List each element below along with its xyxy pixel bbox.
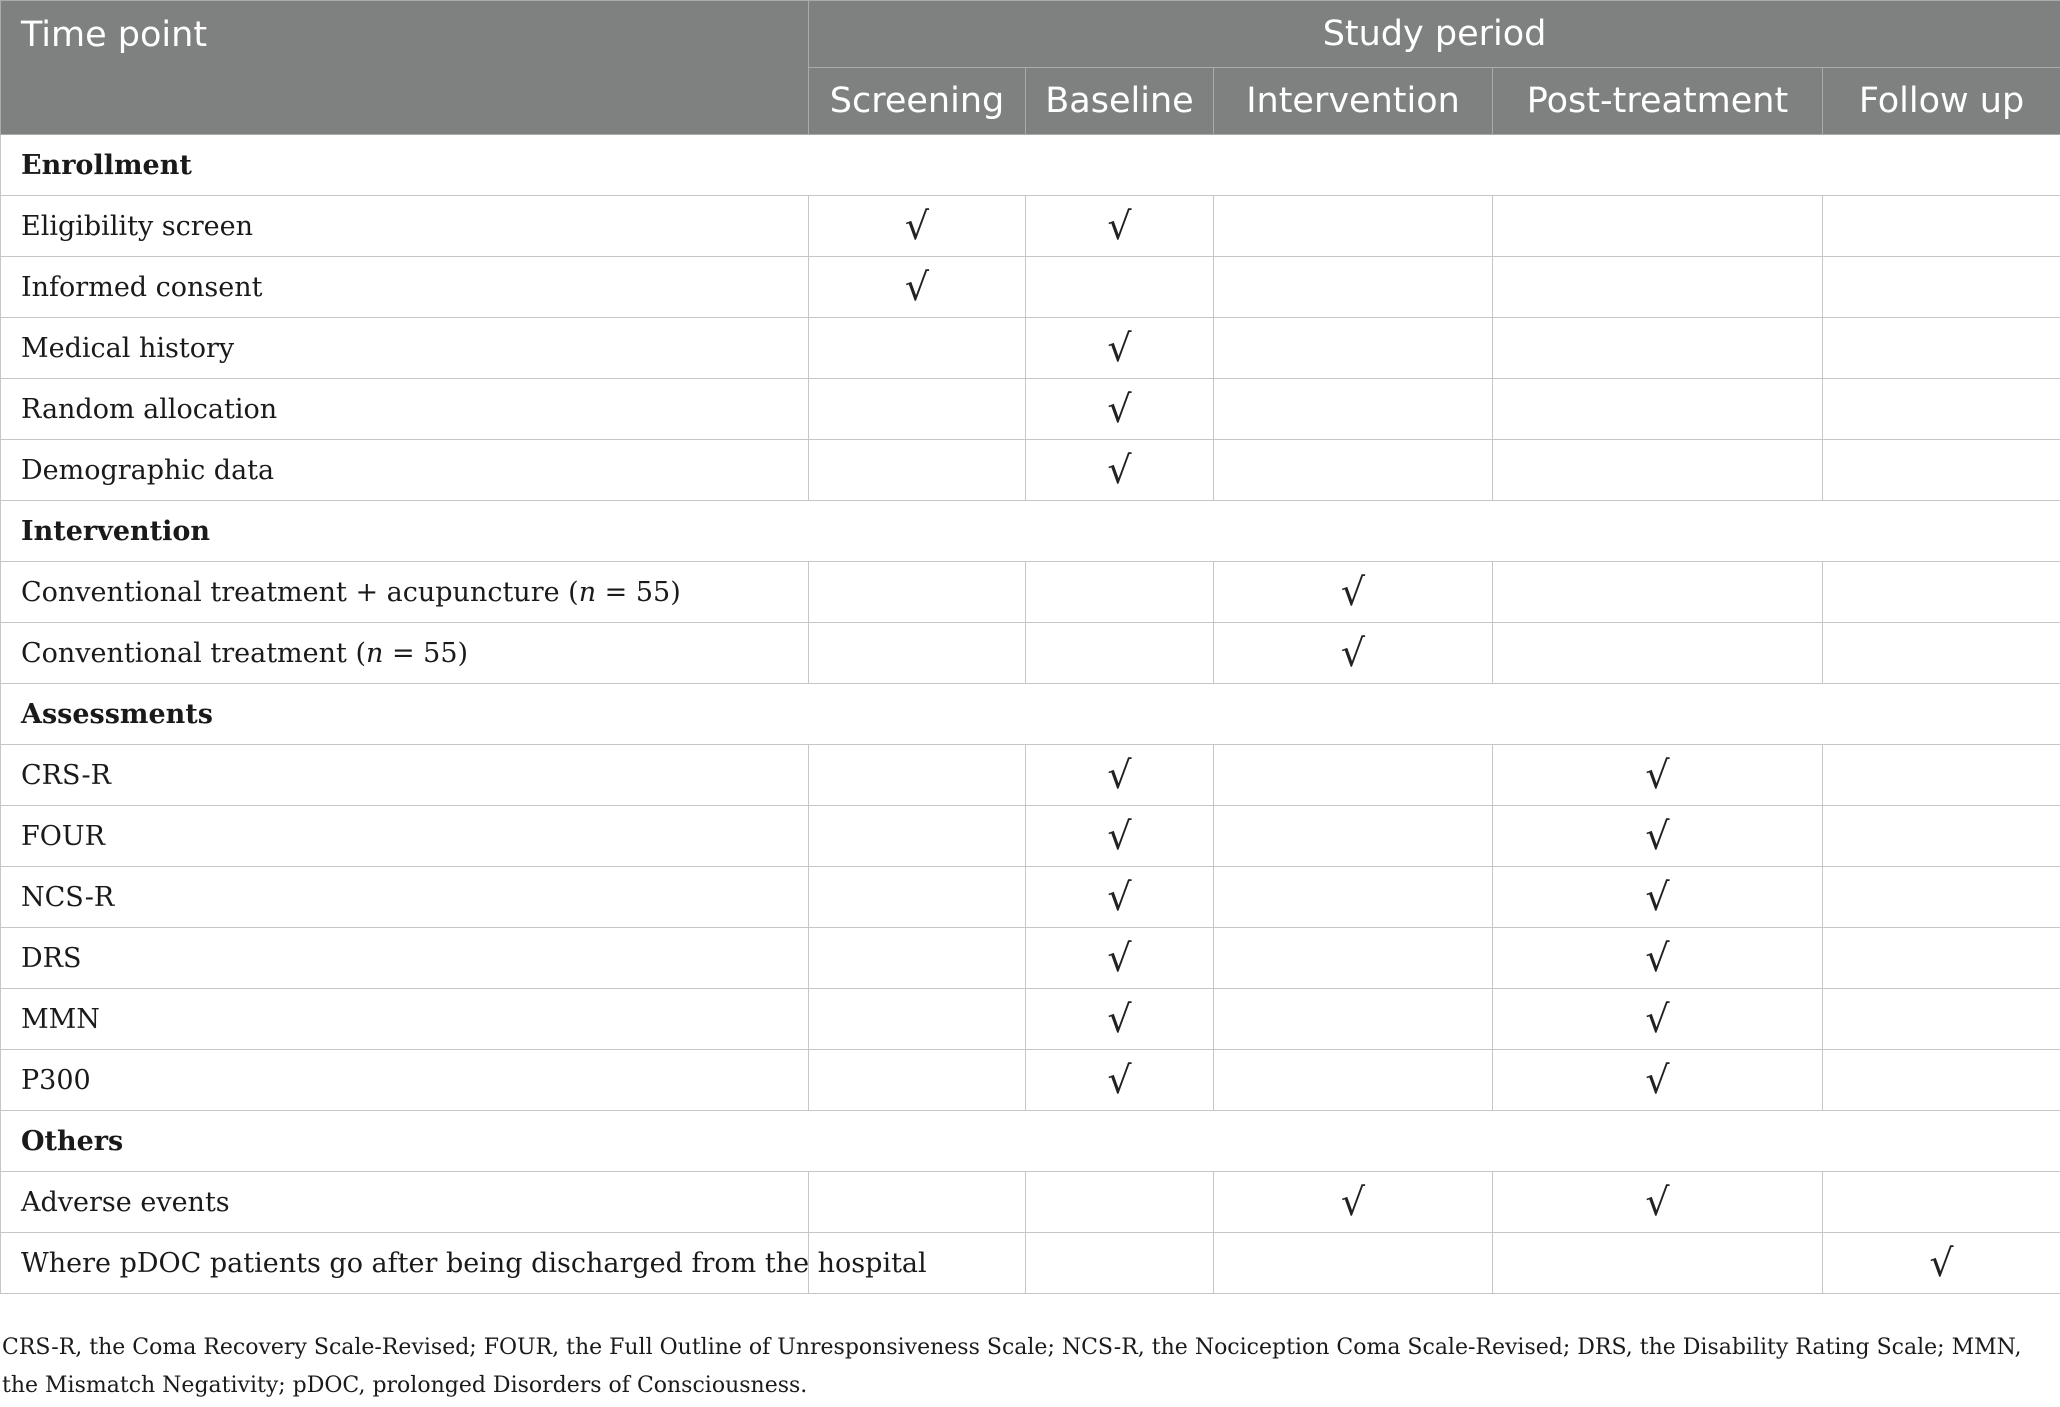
section-heading: Assessments (1, 684, 2060, 745)
empty-cell (1493, 1233, 1823, 1294)
check-mark-icon: √ (1645, 936, 1670, 980)
empty-cell (1214, 867, 1493, 928)
check-mark-icon: √ (1340, 1180, 1366, 1224)
row-label (1, 379, 809, 440)
check-mark-cell (809, 257, 1026, 318)
section-row (1, 135, 2060, 196)
table-row (1, 196, 2060, 257)
check-mark-cell (1026, 806, 1214, 867)
column-header-follow-up: Follow up (1823, 68, 2060, 135)
empty-cell (1214, 928, 1493, 989)
check-mark-icon: √ (1107, 936, 1132, 980)
row-label-italic: n (366, 637, 384, 669)
empty-cell (809, 562, 1026, 623)
empty-cell (1214, 318, 1493, 379)
check-mark-cell (1493, 745, 1823, 806)
empty-cell (809, 379, 1026, 440)
column-header-baseline: Baseline (1026, 68, 1214, 135)
row-label-text: NCS-R (21, 881, 115, 913)
empty-cell (1823, 867, 2060, 928)
empty-cell (1026, 623, 1214, 684)
empty-cell (1214, 745, 1493, 806)
check-mark-cell (1214, 562, 1493, 623)
row-label-text: Conventional treatment ( (21, 637, 366, 669)
empty-cell (1026, 1233, 1214, 1294)
row-label (1, 623, 809, 684)
row-label-text: CRS-R (21, 759, 111, 791)
section-row (1, 1111, 2060, 1172)
check-mark-cell (809, 196, 1026, 257)
check-mark-icon: √ (1645, 875, 1670, 919)
check-mark-cell (1026, 989, 1214, 1050)
row-label-suffix: = 55) (383, 637, 469, 669)
table-row (1, 318, 2060, 379)
empty-cell (1823, 379, 2060, 440)
table-body (1, 135, 2060, 1294)
row-label-text: DRS (21, 942, 82, 974)
empty-cell (809, 928, 1026, 989)
check-mark-cell (1493, 989, 1823, 1050)
section-row (1, 684, 2060, 745)
empty-cell (1214, 1050, 1493, 1111)
empty-cell (1214, 1233, 1493, 1294)
section-heading: Enrollment (1, 135, 2060, 196)
row-label (1, 318, 809, 379)
check-mark-cell (1214, 623, 1493, 684)
row-label (1, 1050, 809, 1111)
table-row (1, 1233, 2060, 1294)
row-label-text: Random allocation (21, 393, 278, 425)
table-row (1, 806, 2060, 867)
check-mark-icon: √ (1107, 1058, 1132, 1102)
empty-cell (809, 623, 1026, 684)
check-mark-icon: √ (1107, 875, 1132, 919)
empty-cell (1214, 257, 1493, 318)
check-mark-icon: √ (1340, 631, 1366, 675)
check-mark-icon: √ (1645, 814, 1670, 858)
check-mark-cell (1214, 1172, 1493, 1233)
row-label (1, 806, 809, 867)
empty-cell (1493, 379, 1823, 440)
empty-cell (1214, 806, 1493, 867)
empty-cell (1214, 196, 1493, 257)
check-mark-cell (1026, 318, 1214, 379)
row-label-text: Eligibility screen (21, 210, 254, 242)
empty-cell (1026, 1172, 1214, 1233)
table-row (1, 867, 2060, 928)
check-mark-cell (1026, 196, 1214, 257)
empty-cell (1823, 562, 2060, 623)
check-mark-icon: √ (1107, 326, 1132, 370)
table-row (1, 1172, 2060, 1233)
row-label-text: Medical history (21, 332, 235, 364)
check-mark-icon: √ (1107, 387, 1132, 431)
empty-cell (1823, 745, 2060, 806)
check-mark-cell (1026, 1050, 1214, 1111)
table-footnote: CRS-R, the Coma Recovery Scale-Revised; FOUR, the Full Outline of Unresponsiveness Scale; NCS-R, the Nociception Coma Scale-Revised; DRS, the Disability Rating Scale; MMN, the Mismatch Negativity; pDOC, prolonged Disorders of Consciousness. (2, 1335, 2022, 1398)
empty-cell (809, 1050, 1026, 1111)
empty-cell (1823, 1172, 2060, 1233)
check-mark-icon: √ (1645, 1180, 1670, 1224)
empty-cell (1026, 257, 1214, 318)
empty-cell (1823, 440, 2060, 501)
row-label (1, 928, 809, 989)
column-header-screening: Screening (809, 68, 1026, 135)
table-row (1, 928, 2060, 989)
empty-cell (1823, 318, 2060, 379)
empty-cell (1823, 806, 2060, 867)
check-mark-cell (1026, 745, 1214, 806)
table-row (1, 257, 2060, 318)
row-label-text: P300 (21, 1064, 91, 1096)
table-row (1, 1050, 2060, 1111)
check-mark-cell (1026, 928, 1214, 989)
empty-cell (1493, 196, 1823, 257)
check-mark-icon: √ (1107, 814, 1132, 858)
empty-cell (1493, 623, 1823, 684)
empty-cell (1493, 257, 1823, 318)
row-label-text: Informed consent (21, 271, 263, 303)
check-mark-icon: √ (1645, 1058, 1670, 1102)
check-mark-icon: √ (1107, 448, 1132, 492)
check-mark-cell (1493, 806, 1823, 867)
column-header-post-treatment: Post-treatment (1493, 68, 1823, 135)
row-label-suffix: = 55) (596, 576, 681, 608)
row-label (1, 196, 809, 257)
empty-cell (809, 989, 1026, 1050)
check-mark-icon: √ (1340, 570, 1366, 614)
empty-cell (809, 867, 1026, 928)
check-mark-cell (1493, 928, 1823, 989)
row-label-text: FOUR (21, 820, 105, 852)
table-row (1, 989, 2060, 1050)
check-mark-cell (1493, 1172, 1823, 1233)
check-mark-icon: √ (1107, 753, 1132, 797)
table-row (1, 562, 2060, 623)
empty-cell (809, 745, 1026, 806)
check-mark-cell (1026, 867, 1214, 928)
row-label-text: Demographic data (21, 454, 275, 486)
row-label (1, 1233, 927, 1294)
empty-cell (809, 318, 1026, 379)
empty-cell (1493, 562, 1823, 623)
row-label (1, 1172, 809, 1233)
row-label (1, 867, 809, 928)
empty-cell (1823, 623, 2060, 684)
row-label (1, 745, 809, 806)
row-label (1, 440, 809, 501)
empty-cell (1493, 318, 1823, 379)
check-mark-icon: √ (1645, 753, 1670, 797)
time-point-header: Time point (1, 1, 809, 135)
check-mark-cell (1493, 867, 1823, 928)
empty-cell (1214, 989, 1493, 1050)
column-header-intervention: Intervention (1214, 68, 1493, 135)
section-heading: Others (1, 1111, 2060, 1172)
table-row (1, 745, 2060, 806)
check-mark-cell (1026, 440, 1214, 501)
check-mark-cell (1493, 1050, 1823, 1111)
table-row (1, 379, 2060, 440)
row-label (1, 562, 809, 623)
check-mark-cell (1026, 379, 1214, 440)
empty-cell (1493, 440, 1823, 501)
empty-cell (1823, 257, 2060, 318)
empty-cell (809, 440, 1026, 501)
check-mark-icon: √ (904, 204, 930, 248)
table-row (1, 440, 2060, 501)
empty-cell (1214, 379, 1493, 440)
row-label-text: MMN (21, 1003, 100, 1035)
table-header (1, 1, 2060, 135)
empty-cell (1823, 196, 2060, 257)
row-label-text: Conventional treatment + acupuncture ( (21, 576, 579, 608)
study-period-header: Study period (809, 1, 2060, 68)
check-mark-icon: √ (904, 265, 930, 309)
check-mark-icon: √ (1107, 204, 1132, 248)
empty-cell (1214, 440, 1493, 501)
row-label-italic: n (578, 576, 597, 608)
empty-cell (1823, 1050, 2060, 1111)
empty-cell (1823, 928, 2060, 989)
section-heading: Intervention (1, 501, 2060, 562)
row-label (1, 257, 809, 318)
table-row (1, 623, 2060, 684)
check-mark-icon: √ (1929, 1241, 1954, 1285)
row-label (1, 989, 809, 1050)
check-mark-icon: √ (1107, 997, 1132, 1041)
empty-cell (1823, 989, 2060, 1050)
empty-cell (1026, 562, 1214, 623)
empty-cell (809, 1172, 1026, 1233)
row-label-text: Adverse events (21, 1186, 230, 1218)
section-row (1, 501, 2060, 562)
check-mark-icon: √ (1645, 997, 1670, 1041)
row-label-text: Where pDOC patients go after being discharged from the hospital (21, 1247, 927, 1279)
check-mark-cell (1823, 1233, 2060, 1294)
empty-cell (809, 806, 1026, 867)
